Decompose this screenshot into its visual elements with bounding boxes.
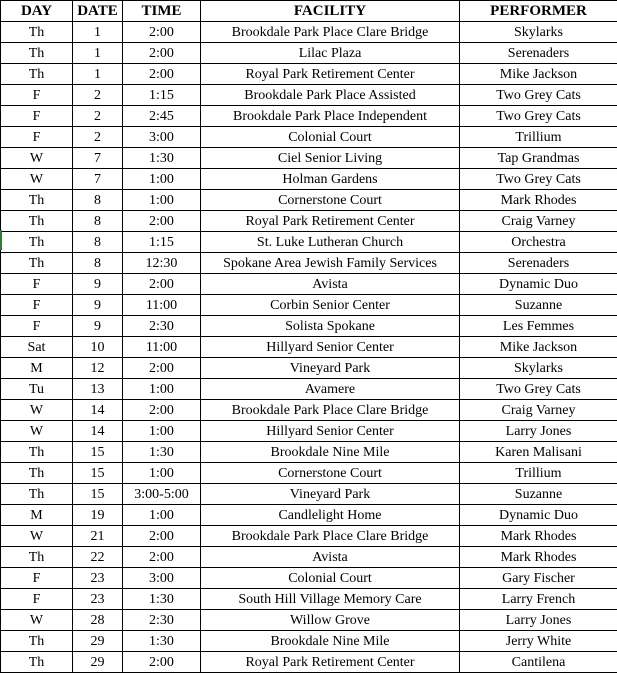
date-cell[interactable]: 23 <box>73 589 123 610</box>
performer-cell[interactable]: Dynamic Duo <box>460 505 617 526</box>
day-cell[interactable]: F <box>1 295 73 316</box>
time-cell[interactable]: 3:00 <box>123 568 201 589</box>
time-cell[interactable]: 1:00 <box>123 379 201 400</box>
performer-cell[interactable]: Gary Fischer <box>460 568 617 589</box>
time-cell[interactable]: 1:30 <box>123 589 201 610</box>
table-row[interactable] <box>1 547 617 568</box>
table-row[interactable] <box>1 337 617 358</box>
date-cell[interactable]: 1 <box>73 64 123 85</box>
facility-cell[interactable]: Hillyard Senior Center <box>201 337 460 358</box>
performer-cell[interactable]: Suzanne <box>460 484 617 505</box>
time-cell[interactable]: 2:45 <box>123 106 201 127</box>
table-row[interactable] <box>1 232 617 253</box>
performer-cell[interactable]: Jerry White <box>460 631 617 652</box>
date-cell[interactable]: 2 <box>73 127 123 148</box>
performer-cell[interactable]: Mark Rhodes <box>460 526 617 547</box>
facility-cell[interactable]: Avamere <box>201 379 460 400</box>
header-date: DATE <box>73 1 123 22</box>
day-cell[interactable]: F <box>1 127 73 148</box>
day-cell[interactable]: W <box>1 148 73 169</box>
table-row[interactable] <box>1 526 617 547</box>
date-cell[interactable]: 14 <box>73 400 123 421</box>
day-cell[interactable]: F <box>1 274 73 295</box>
time-cell[interactable]: 1:00 <box>123 169 201 190</box>
date-cell[interactable]: 9 <box>73 316 123 337</box>
table-row[interactable] <box>1 316 617 337</box>
facility-cell[interactable]: Vineyard Park <box>201 484 460 505</box>
table-row[interactable] <box>1 169 617 190</box>
time-cell[interactable]: 2:30 <box>123 316 201 337</box>
day-cell[interactable]: Th <box>1 631 73 652</box>
performer-cell[interactable]: Craig Varney <box>460 400 617 421</box>
time-cell[interactable]: 1:30 <box>123 442 201 463</box>
table-row[interactable] <box>1 148 617 169</box>
performer-cell[interactable]: Les Femmes <box>460 316 617 337</box>
header-performer: PERFORMER <box>460 1 617 22</box>
performer-cell[interactable]: Skylarks <box>460 358 617 379</box>
schedule-body <box>1 22 617 673</box>
time-cell[interactable]: 2:00 <box>123 400 201 421</box>
performer-cell[interactable]: Karen Malisani <box>460 442 617 463</box>
day-cell[interactable]: F <box>1 106 73 127</box>
header-facility: FACILITY <box>201 1 460 22</box>
day-cell[interactable]: Th <box>1 484 73 505</box>
table-row[interactable] <box>1 400 617 421</box>
time-cell[interactable]: 2:00 <box>123 274 201 295</box>
performer-cell[interactable]: Two Grey Cats <box>460 85 617 106</box>
date-cell[interactable]: 10 <box>73 337 123 358</box>
time-cell[interactable]: 3:00-5:00 <box>123 484 201 505</box>
date-cell[interactable]: 29 <box>73 631 123 652</box>
facility-cell[interactable]: Ciel Senior Living <box>201 148 460 169</box>
day-cell[interactable]: Sat <box>1 337 73 358</box>
time-cell[interactable]: 1:15 <box>123 232 201 253</box>
facility-cell[interactable]: Brookdale Nine Mile <box>201 631 460 652</box>
performer-cell[interactable]: Larry Jones <box>460 610 617 631</box>
day-cell[interactable]: Th <box>1 211 73 232</box>
day-cell[interactable]: F <box>1 589 73 610</box>
time-cell[interactable]: 2:00 <box>123 547 201 568</box>
day-cell[interactable]: Tu <box>1 379 73 400</box>
performer-cell[interactable]: Craig Varney <box>460 211 617 232</box>
performer-cell[interactable]: Two Grey Cats <box>460 169 617 190</box>
date-cell[interactable]: 8 <box>73 232 123 253</box>
day-cell[interactable]: W <box>1 421 73 442</box>
table-row[interactable] <box>1 85 617 106</box>
table-row[interactable] <box>1 421 617 442</box>
table-row[interactable] <box>1 295 617 316</box>
performer-cell[interactable]: Mike Jackson <box>460 337 617 358</box>
time-cell[interactable]: 1:00 <box>123 190 201 211</box>
facility-cell[interactable]: South Hill Village Memory Care <box>201 589 460 610</box>
performer-cell[interactable]: Suzanne <box>460 295 617 316</box>
time-cell[interactable]: 2:00 <box>123 64 201 85</box>
facility-cell[interactable]: Brookdale Park Place Clare Bridge <box>201 22 460 43</box>
date-cell[interactable]: 9 <box>73 274 123 295</box>
date-cell[interactable]: 1 <box>73 22 123 43</box>
time-cell[interactable]: 1:30 <box>123 631 201 652</box>
performer-cell[interactable]: Mike Jackson <box>460 64 617 85</box>
performer-cell[interactable]: Orchestra <box>460 232 617 253</box>
day-cell[interactable]: Th <box>1 253 73 274</box>
date-cell[interactable]: 8 <box>73 190 123 211</box>
facility-cell[interactable]: Corbin Senior Center <box>201 295 460 316</box>
facility-cell[interactable]: Brookdale Park Place Clare Bridge <box>201 400 460 421</box>
table-row[interactable] <box>1 505 617 526</box>
facility-cell[interactable]: Hillyard Senior Center <box>201 421 460 442</box>
performer-cell[interactable]: Larry Jones <box>460 421 617 442</box>
date-cell[interactable]: 13 <box>73 379 123 400</box>
time-cell[interactable]: 11:00 <box>123 337 201 358</box>
time-cell[interactable]: 2:00 <box>123 358 201 379</box>
facility-cell[interactable]: Royal Park Retirement Center <box>201 652 460 673</box>
facility-cell[interactable]: Candlelight Home <box>201 505 460 526</box>
date-cell[interactable]: 15 <box>73 463 123 484</box>
time-cell[interactable]: 2:00 <box>123 22 201 43</box>
facility-cell[interactable]: Holman Gardens <box>201 169 460 190</box>
time-cell[interactable]: 11:00 <box>123 295 201 316</box>
day-cell[interactable]: M <box>1 505 73 526</box>
facility-cell[interactable]: Royal Park Retirement Center <box>201 64 460 85</box>
time-cell[interactable]: 3:00 <box>123 127 201 148</box>
date-cell[interactable]: 22 <box>73 547 123 568</box>
day-cell[interactable]: W <box>1 526 73 547</box>
table-row[interactable] <box>1 379 617 400</box>
facility-cell[interactable]: Cornerstone Court <box>201 463 460 484</box>
date-cell[interactable]: 21 <box>73 526 123 547</box>
time-cell[interactable]: 2:00 <box>123 526 201 547</box>
day-cell[interactable]: Th <box>1 463 73 484</box>
table-row[interactable] <box>1 274 617 295</box>
date-cell[interactable]: 8 <box>73 211 123 232</box>
day-cell[interactable]: F <box>1 568 73 589</box>
day-cell[interactable]: Th <box>1 442 73 463</box>
facility-cell[interactable]: Cornerstone Court <box>201 190 460 211</box>
header-day: DAY <box>1 1 73 22</box>
facility-cell[interactable]: Avista <box>201 274 460 295</box>
performer-cell[interactable]: Cantilena <box>460 652 617 673</box>
time-cell[interactable]: 1:15 <box>123 85 201 106</box>
date-cell[interactable]: 19 <box>73 505 123 526</box>
day-cell[interactable]: W <box>1 169 73 190</box>
performer-cell[interactable]: Trillium <box>460 463 617 484</box>
performer-cell[interactable]: Two Grey Cats <box>460 106 617 127</box>
day-cell[interactable]: W <box>1 610 73 631</box>
table-row[interactable] <box>1 442 617 463</box>
performer-cell[interactable]: Skylarks <box>460 22 617 43</box>
date-cell[interactable]: 28 <box>73 610 123 631</box>
day-cell[interactable]: M <box>1 358 73 379</box>
facility-cell[interactable]: St. Luke Lutheran Church <box>201 232 460 253</box>
table-row[interactable] <box>1 43 617 64</box>
performer-cell[interactable]: Serenaders <box>460 253 617 274</box>
facility-cell[interactable]: Royal Park Retirement Center <box>201 211 460 232</box>
facility-cell[interactable]: Willow Grove <box>201 610 460 631</box>
performer-cell[interactable]: Dynamic Duo <box>460 274 617 295</box>
time-cell[interactable]: 2:00 <box>123 43 201 64</box>
facility-cell[interactable]: Colonial Court <box>201 568 460 589</box>
day-cell[interactable]: W <box>1 400 73 421</box>
facility-cell[interactable]: Solista Spokane <box>201 316 460 337</box>
header-time: TIME <box>123 1 201 22</box>
performer-cell[interactable]: Mark Rhodes <box>460 547 617 568</box>
date-cell[interactable]: 1 <box>73 43 123 64</box>
facility-cell[interactable]: Avista <box>201 547 460 568</box>
day-cell[interactable]: Th <box>1 64 73 85</box>
day-cell[interactable]: Th <box>1 22 73 43</box>
performer-cell[interactable]: Serenaders <box>460 43 617 64</box>
date-cell[interactable]: 2 <box>73 85 123 106</box>
date-cell[interactable]: 7 <box>73 148 123 169</box>
facility-cell[interactable]: Vineyard Park <box>201 358 460 379</box>
day-cell[interactable]: F <box>1 316 73 337</box>
time-cell[interactable]: 1:00 <box>123 463 201 484</box>
performer-cell[interactable]: Larry French <box>460 589 617 610</box>
date-cell[interactable]: 23 <box>73 568 123 589</box>
table-row[interactable] <box>1 211 617 232</box>
facility-cell[interactable]: Brookdale Park Place Assisted <box>201 85 460 106</box>
table-row[interactable] <box>1 253 617 274</box>
table-row[interactable] <box>1 190 617 211</box>
selection-marker <box>0 230 2 250</box>
day-cell[interactable]: F <box>1 85 73 106</box>
date-cell[interactable]: 12 <box>73 358 123 379</box>
table-row[interactable] <box>1 652 617 673</box>
table-row[interactable] <box>1 568 617 589</box>
table-row[interactable] <box>1 127 617 148</box>
performer-cell[interactable]: Two Grey Cats <box>460 379 617 400</box>
date-cell[interactable]: 15 <box>73 484 123 505</box>
facility-cell[interactable]: Spokane Area Jewish Family Services <box>201 253 460 274</box>
date-cell[interactable]: 8 <box>73 253 123 274</box>
facility-cell[interactable]: Lilac Plaza <box>201 43 460 64</box>
time-cell[interactable]: 2:30 <box>123 610 201 631</box>
time-cell[interactable]: 1:00 <box>123 505 201 526</box>
date-cell[interactable]: 14 <box>73 421 123 442</box>
day-cell[interactable]: Th <box>1 652 73 673</box>
time-cell[interactable]: 2:00 <box>123 652 201 673</box>
time-cell[interactable]: 1:30 <box>123 148 201 169</box>
date-cell[interactable]: 15 <box>73 442 123 463</box>
performer-cell[interactable]: Mark Rhodes <box>460 190 617 211</box>
table-row[interactable] <box>1 631 617 652</box>
table-row[interactable] <box>1 484 617 505</box>
header-row <box>1 1 617 22</box>
day-cell[interactable]: Th <box>1 43 73 64</box>
facility-cell[interactable]: Brookdale Park Place Clare Bridge <box>201 526 460 547</box>
facility-cell[interactable]: Brookdale Nine Mile <box>201 442 460 463</box>
table-row[interactable] <box>1 22 617 43</box>
date-cell[interactable]: 2 <box>73 106 123 127</box>
table-row[interactable] <box>1 64 617 85</box>
day-cell[interactable]: Th <box>1 190 73 211</box>
day-cell[interactable]: Th <box>1 232 73 253</box>
table-row[interactable] <box>1 358 617 379</box>
facility-cell[interactable]: Colonial Court <box>201 127 460 148</box>
date-cell[interactable]: 29 <box>73 652 123 673</box>
table-row[interactable] <box>1 463 617 484</box>
facility-cell[interactable]: Brookdale Park Place Independent <box>201 106 460 127</box>
performer-cell[interactable]: Trillium <box>460 127 617 148</box>
table-row[interactable] <box>1 106 617 127</box>
time-cell[interactable]: 2:00 <box>123 211 201 232</box>
performer-cell[interactable]: Tap Grandmas <box>460 148 617 169</box>
date-cell[interactable]: 7 <box>73 169 123 190</box>
time-cell[interactable]: 1:00 <box>123 421 201 442</box>
date-cell[interactable]: 9 <box>73 295 123 316</box>
day-cell[interactable]: Th <box>1 547 73 568</box>
time-cell[interactable]: 12:30 <box>123 253 201 274</box>
table-row[interactable] <box>1 589 617 610</box>
table-row[interactable] <box>1 610 617 631</box>
